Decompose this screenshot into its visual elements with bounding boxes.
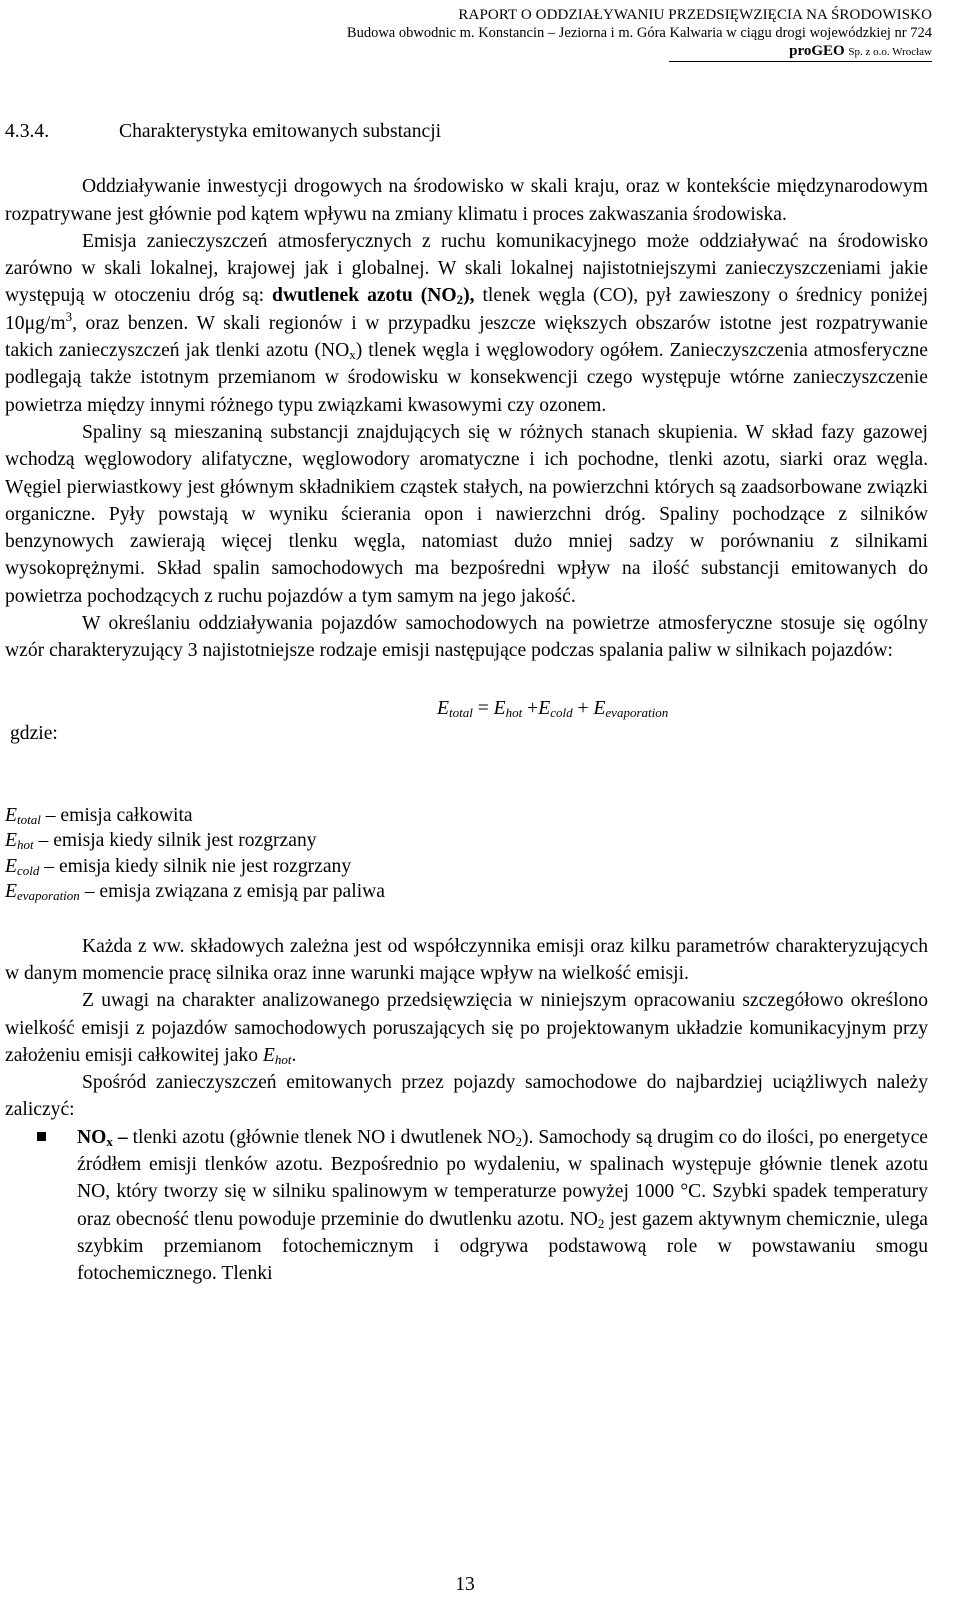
page-number: 13: [455, 1574, 475, 1595]
bullet-text-b: ). Samochody są drugim co do ilości, po energetyce źródłem emisji tlenków azotu. Bezpośrednio po wydaleniu, w spalinach występuje głównie tlenek azotu NO, który tworzy się w silniku spalinowym w temperaturze powyżej 1000 °C. Szybki spadek temperatury oraz obecność tlenu powoduje przeminie do dwutlenku azotu. NO: [77, 1126, 928, 1230]
formula-e1: E: [437, 697, 449, 719]
company-brand-sub: Sp. z o.o. Wrocław: [848, 46, 932, 58]
report-subtitle: Budowa obwodnic m. Konstancin – Jeziorna i m. Góra Kalwaria w ciągu drogi wojewódzkiej nr 724: [346, 25, 932, 41]
p6-sub: hot: [274, 1051, 292, 1067]
p2-bold-end: ),: [463, 285, 475, 307]
p6-end: .: [291, 1044, 297, 1066]
p2-text-c: , oraz benzen. W skali regionów i w przypadku jeszcze większych obszarów istotne jest rozpatrywanie takich zanieczyszczeń jak tlenki azotu (NO: [5, 312, 928, 362]
definition-item: [5, 828, 928, 854]
bullet-bold-text: NO: [77, 1126, 107, 1148]
bullet-sub-2b: 2: [597, 1215, 605, 1231]
section-title: Charakterystyka emitowanych substancji: [119, 121, 442, 142]
p2-bold-text: dwutlenek azotu (NO: [272, 285, 457, 307]
formula-eq: =: [472, 697, 494, 719]
bullet-bold-sub: x: [106, 1133, 113, 1149]
paragraph-7: Spośród zanieczyszczeń emitowanych przez pojazdy samochodowe do najbardziej uciążliwych należy zaliczyć:: [5, 1072, 928, 1121]
def-sub: evaporation: [16, 888, 80, 904]
section-heading: [5, 118, 928, 145]
p2-text-a: Emisja zanieczyszczeń atmosferycznych z ruchu komunikacyjnego może oddziaływać na środowisko zarówno w skali lokalnej, krajowej jak i globalnej. W skali lokalnej najistotniejszymi zanieczyszczeniami jakie występują w otoczeniu dróg są:: [5, 230, 928, 307]
section-number: 4.3.4.: [5, 121, 50, 142]
gdzie-label: gdzie:: [10, 722, 58, 744]
formula-sub-cold: cold: [550, 704, 573, 720]
p2-sup: 3: [65, 308, 73, 324]
formula-sub-hot: hot: [505, 704, 523, 720]
bullet-sub-2: 2: [515, 1133, 522, 1149]
def-sub: hot: [16, 837, 34, 853]
def-text: – emisja kiedy silnik nie jest rozgrzany: [39, 855, 352, 877]
bullet-bold: [77, 1127, 128, 1148]
p2-text-b: tlenek węgla (CO), pył zawieszony o średnicy poniżej 10μg/m: [5, 285, 929, 334]
paragraph-1: Oddziaływanie inwestycji drogowych na środowisko w skali kraju, oraz w kontekście międzynarodowym rozpatrywane jest głównie pod kątem wpływu na zmiany klimatu i proces zakwaszania środowiska.: [5, 176, 928, 225]
def-text: – emisja całkowita: [40, 804, 193, 826]
formula-plus2: +: [572, 697, 594, 719]
definition-item: [5, 879, 928, 905]
formula-block: [5, 665, 928, 793]
company-line: [669, 42, 932, 62]
p2-sub-x: x: [349, 347, 356, 363]
paragraph-2: [5, 228, 928, 419]
report-title: RAPORT O ODDZIAŁYWANIU PRZEDSIĘWZIĘCIA NA ŚRODOWISKO: [458, 7, 932, 23]
definition-item: [5, 803, 928, 829]
company-brand: proGEO: [789, 43, 845, 59]
p2-bold-sub: 2: [456, 292, 464, 308]
paragraph-6: [5, 987, 928, 1069]
formula-plus1: +: [522, 697, 539, 719]
bullet-text-a: tlenki azotu (głównie tlenek NO i dwutlenek NO: [127, 1126, 516, 1148]
def-e: E: [5, 881, 17, 903]
paragraph-4: W określaniu oddziaływania pojazdów samochodowych na powietrze atmosferyczne stosuje się ogólny wzór charakteryzujący 3 najistotniejsze rodzaje emisji następujące podczas spalania paliw w silnikach pojazdów:: [5, 613, 928, 662]
formula-sub-total: total: [448, 704, 473, 720]
def-text: – emisja kiedy silnik jest rozgrzany: [33, 830, 317, 852]
page-header: [232, 6, 932, 62]
def-sub: total: [16, 811, 41, 827]
formula-e3: E: [538, 697, 551, 719]
paragraph-3: Spaliny są mieszaniną substancji znajdujących się w różnych stanach skupienia. W skład fazy gazowej wchodzą węglowodory alifatyczne, węglowodory aromatyczne i ich pochodne, tlenki azotu, siarki oraz węgla. Węgiel pierwiastkowy jest głównym składnikiem cząstek stałych, na powierzchni których są zaadsorbowane związki organiczne. Pyły powstają w wyniku ścierania opon i nawierzchni dróg. Spaliny pochodzące z silników benzynowych zawierają więcej tlenku węgla, natomiast dużo mniej sadzy w porównaniu z silnikami wysokoprężnymi. Skład spalin samochodowych ma bezpośredni wpływ na ilość substancji emitowanych do powietrza pochodzących z ruchu pojazdów a tym samym na jego jakość.: [5, 421, 928, 607]
list-item: [5, 1124, 928, 1288]
p6-e: E: [262, 1044, 275, 1066]
p2-text-d: ) tlenek węgla i węglowodory ogółem. Zanieczyszczenia atmosferyczne podlegają także istotnym przemianom w środowisku w konsekwencji czego występuje wtórne zanieczyszczenie powietrza między innymi różnego typu związkami kwasowymi czy ozonem.: [5, 340, 928, 416]
definitions-list: [5, 803, 928, 905]
emission-formula: [437, 695, 668, 722]
paragraph-5: Każda z ww. składowych zależna jest od współczynnika emisji oraz kilku parametrów charakteryzujących w danym momencie pracę silnika oraz inne warunki mające wpływ na wielkość emisji.: [5, 935, 928, 984]
def-e: E: [5, 804, 17, 826]
square-bullet-icon: [37, 1132, 46, 1141]
def-e: E: [5, 830, 17, 852]
p2-bold: [272, 285, 475, 306]
definition-item: [5, 854, 928, 880]
formula-e2: E: [493, 697, 506, 719]
pollutant-list: [5, 1124, 928, 1288]
def-e: E: [5, 855, 17, 877]
def-sub: cold: [16, 862, 40, 878]
bullet-text-c: jest gazem aktywnym chemicznie, ulega szybkim przemianom fotochemicznym i odgrywa podstawową role w powstawaniu smogu fotochemicznego. Tlenki: [77, 1208, 928, 1285]
formula-sub-evaporation: evaporation: [605, 704, 669, 720]
p6-text: Z uwagi na charakter analizowanego przedsięwzięcia w niniejszym opracowaniu szczegółowo określono wielkość emisji z pojazdów samochodowych poruszających się po projektowanym układzie komunikacyjnym przy założeniu emisji całkowitej jako: [5, 990, 928, 1066]
formula-e4: E: [593, 697, 606, 719]
def-text: – emisja związana z emisją par paliwa: [79, 881, 385, 903]
document-body: [5, 118, 928, 1288]
bullet-bold-dash: –: [112, 1126, 128, 1148]
